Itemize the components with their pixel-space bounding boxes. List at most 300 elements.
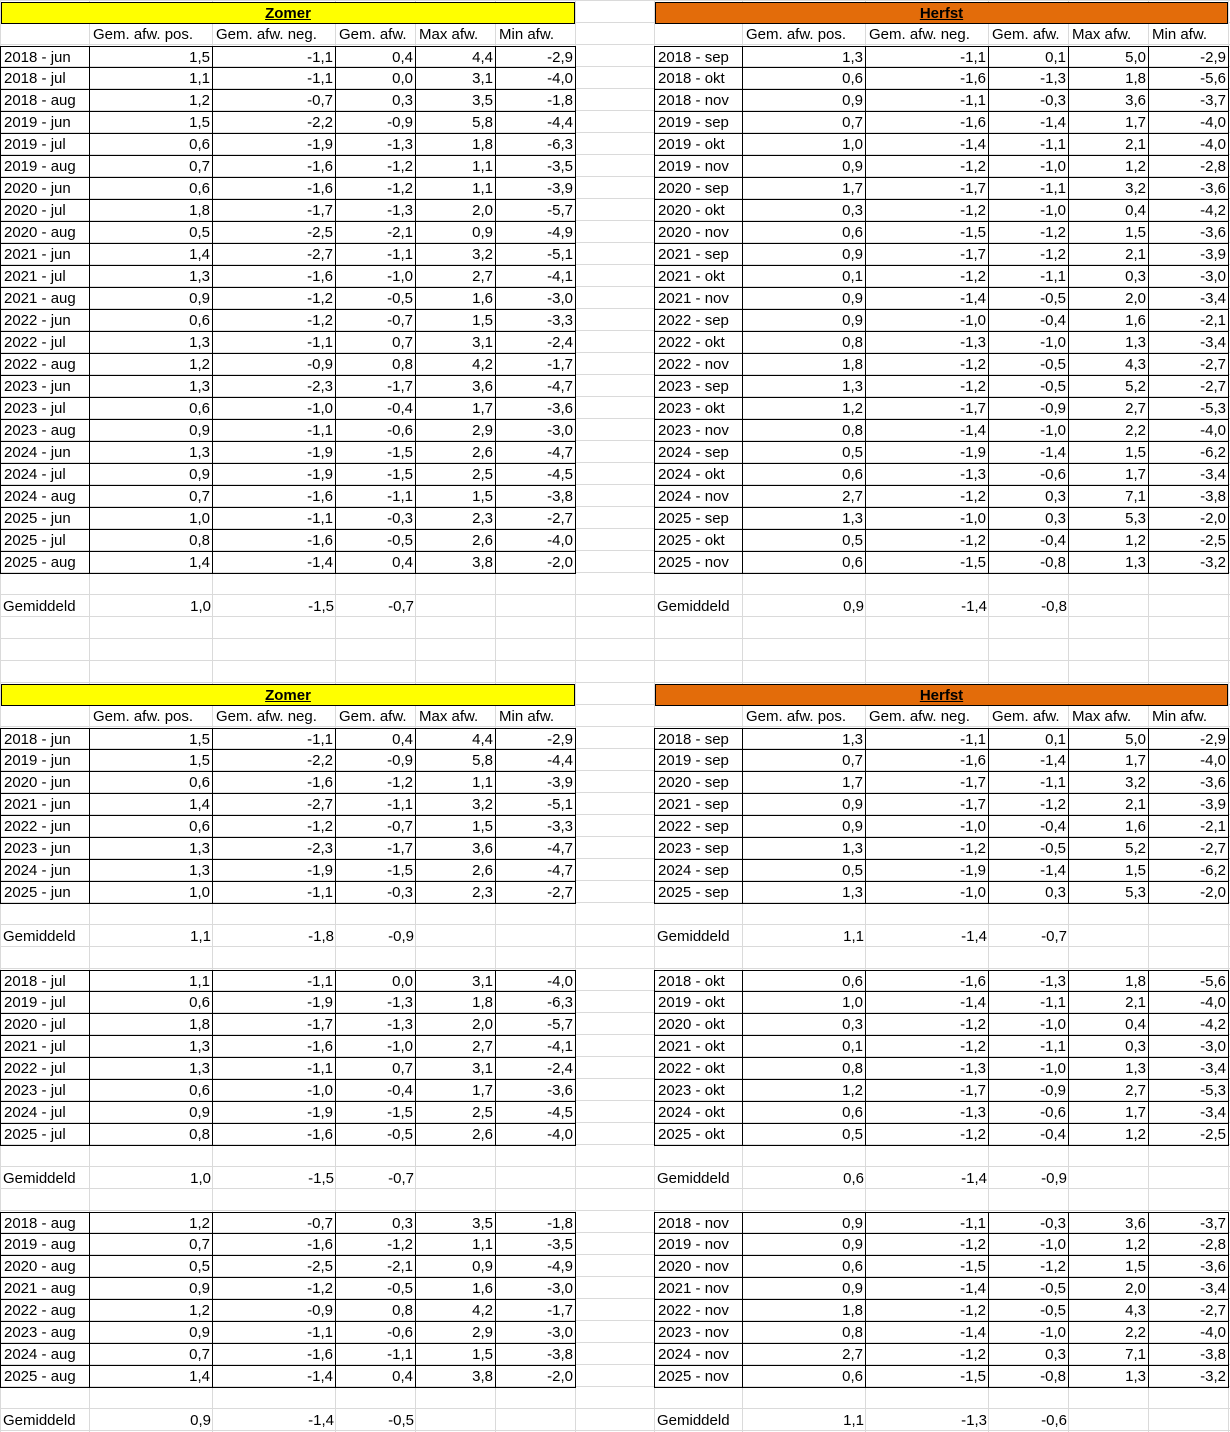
value-cell[interactable]: 0,3 — [743, 1014, 866, 1036]
value-cell[interactable]: 1,5 — [416, 310, 496, 332]
value-cell[interactable]: 0,7 — [743, 112, 866, 134]
value-cell[interactable]: 0,6 — [90, 1080, 213, 1102]
average-value[interactable]: -1,4 — [961, 1170, 987, 1187]
value-cell[interactable]: -2,5 — [1149, 1124, 1229, 1146]
value-cell[interactable]: -1,2 — [989, 244, 1069, 266]
value-cell[interactable]: 1,8 — [90, 200, 213, 222]
value-cell[interactable]: 0,5 — [743, 1124, 866, 1146]
value-cell[interactable]: -4,0 — [1149, 420, 1229, 442]
value-cell[interactable]: -0,3 — [336, 882, 416, 904]
period-cell[interactable]: 2020 - nov — [654, 1256, 743, 1278]
period-cell[interactable]: 2019 - jun — [0, 112, 90, 134]
value-cell[interactable]: 1,7 — [1069, 1102, 1149, 1124]
average-value[interactable]: -1,5 — [308, 598, 334, 615]
value-cell[interactable]: 4,3 — [1069, 354, 1149, 376]
value-cell[interactable]: -4,0 — [496, 1124, 576, 1146]
value-cell[interactable]: -0,4 — [336, 1080, 416, 1102]
column-header[interactable]: Gem. afw. — [992, 708, 1060, 725]
value-cell[interactable]: 2,7 — [1069, 398, 1149, 420]
value-cell[interactable]: -1,7 — [496, 1300, 576, 1322]
value-cell[interactable]: 0,6 — [743, 68, 866, 90]
value-cell[interactable]: -1,6 — [866, 970, 989, 992]
value-cell[interactable]: 2,2 — [1069, 1322, 1149, 1344]
period-cell[interactable]: 2018 - jul — [0, 970, 90, 992]
value-cell[interactable]: 1,2 — [1069, 1124, 1149, 1146]
value-cell[interactable]: 3,1 — [416, 970, 496, 992]
value-cell[interactable]: 2,9 — [416, 420, 496, 442]
value-cell[interactable]: 2,0 — [1069, 288, 1149, 310]
value-cell[interactable]: 5,3 — [1069, 508, 1149, 530]
average-label[interactable]: Gemiddeld — [3, 1170, 76, 1187]
period-cell[interactable]: 2023 - sep — [654, 376, 743, 398]
value-cell[interactable]: -1,5 — [336, 464, 416, 486]
value-cell[interactable]: -0,5 — [989, 376, 1069, 398]
value-cell[interactable]: 0,5 — [743, 530, 866, 552]
period-cell[interactable]: 2024 - nov — [654, 486, 743, 508]
value-cell[interactable]: 0,8 — [743, 420, 866, 442]
value-cell[interactable]: 0,1 — [989, 46, 1069, 68]
value-cell[interactable]: 1,4 — [90, 1366, 213, 1388]
value-cell[interactable]: -4,5 — [496, 464, 576, 486]
value-cell[interactable]: -2,9 — [1149, 728, 1229, 750]
value-cell[interactable]: -3,6 — [1149, 772, 1229, 794]
period-cell[interactable]: 2024 - aug — [0, 486, 90, 508]
period-cell[interactable]: 2025 - jul — [0, 530, 90, 552]
value-cell[interactable]: 1,3 — [90, 376, 213, 398]
period-cell[interactable]: 2024 - sep — [654, 860, 743, 882]
period-cell[interactable]: 2021 - okt — [654, 266, 743, 288]
value-cell[interactable]: -1,0 — [989, 200, 1069, 222]
value-cell[interactable]: -1,1 — [336, 486, 416, 508]
value-cell[interactable]: 0,9 — [90, 1322, 213, 1344]
value-cell[interactable]: -0,6 — [336, 1322, 416, 1344]
value-cell[interactable]: 0,3 — [336, 90, 416, 112]
period-cell[interactable]: 2025 - aug — [0, 1366, 90, 1388]
period-cell[interactable]: 2018 - jul — [0, 68, 90, 90]
period-cell[interactable]: 2021 - aug — [0, 288, 90, 310]
value-cell[interactable]: -0,4 — [989, 310, 1069, 332]
value-cell[interactable]: -2,5 — [213, 1256, 336, 1278]
value-cell[interactable]: -1,3 — [866, 464, 989, 486]
average-value[interactable]: -1,4 — [308, 1412, 334, 1429]
period-cell[interactable]: 2023 - okt — [654, 1080, 743, 1102]
column-header[interactable]: Gem. afw. pos. — [93, 26, 194, 43]
average-value[interactable]: -0,9 — [1041, 1170, 1067, 1187]
value-cell[interactable]: 0,6 — [743, 552, 866, 574]
value-cell[interactable]: 1,7 — [1069, 750, 1149, 772]
period-cell[interactable]: 2019 - nov — [654, 156, 743, 178]
value-cell[interactable]: -1,4 — [866, 1322, 989, 1344]
value-cell[interactable]: 0,8 — [743, 332, 866, 354]
value-cell[interactable]: -5,7 — [496, 1014, 576, 1036]
value-cell[interactable]: -4,0 — [1149, 134, 1229, 156]
period-cell[interactable]: 2022 - nov — [654, 354, 743, 376]
value-cell[interactable]: 0,9 — [743, 156, 866, 178]
value-cell[interactable]: 1,1 — [416, 772, 496, 794]
value-cell[interactable]: 1,3 — [743, 728, 866, 750]
value-cell[interactable]: 4,2 — [416, 354, 496, 376]
period-cell[interactable]: 2025 - jun — [0, 882, 90, 904]
value-cell[interactable]: -0,4 — [336, 398, 416, 420]
value-cell[interactable]: 0,6 — [90, 134, 213, 156]
period-cell[interactable]: 2024 - aug — [0, 1344, 90, 1366]
value-cell[interactable]: -1,1 — [213, 68, 336, 90]
value-cell[interactable]: -0,5 — [989, 288, 1069, 310]
average-value[interactable]: -0,9 — [388, 928, 414, 945]
value-cell[interactable]: 0,3 — [336, 1212, 416, 1234]
value-cell[interactable]: -1,6 — [213, 178, 336, 200]
period-cell[interactable]: 2025 - sep — [654, 882, 743, 904]
average-value[interactable]: -0,5 — [388, 1412, 414, 1429]
period-cell[interactable]: 2019 - jun — [0, 750, 90, 772]
value-cell[interactable]: -4,0 — [1149, 1322, 1229, 1344]
value-cell[interactable]: -3,6 — [496, 398, 576, 420]
value-cell[interactable]: 1,4 — [90, 794, 213, 816]
value-cell[interactable]: 1,0 — [90, 508, 213, 530]
value-cell[interactable]: -1,1 — [213, 420, 336, 442]
value-cell[interactable]: 1,1 — [90, 970, 213, 992]
value-cell[interactable]: 1,3 — [1069, 1366, 1149, 1388]
value-cell[interactable]: -0,7 — [213, 1212, 336, 1234]
period-cell[interactable]: 2024 - jun — [0, 860, 90, 882]
value-cell[interactable]: 1,5 — [416, 816, 496, 838]
value-cell[interactable]: -3,8 — [1149, 1344, 1229, 1366]
value-cell[interactable]: -2,2 — [213, 750, 336, 772]
value-cell[interactable]: -2,8 — [1149, 1234, 1229, 1256]
value-cell[interactable]: 0,4 — [336, 728, 416, 750]
value-cell[interactable]: 0,9 — [743, 310, 866, 332]
value-cell[interactable]: -1,6 — [866, 750, 989, 772]
value-cell[interactable]: 3,6 — [416, 376, 496, 398]
value-cell[interactable]: 1,3 — [90, 266, 213, 288]
value-cell[interactable]: -2,7 — [1149, 1300, 1229, 1322]
period-cell[interactable]: 2018 - sep — [654, 46, 743, 68]
value-cell[interactable]: 2,7 — [416, 266, 496, 288]
value-cell[interactable]: 0,5 — [743, 860, 866, 882]
value-cell[interactable]: -2,1 — [1149, 816, 1229, 838]
value-cell[interactable]: -6,3 — [496, 134, 576, 156]
value-cell[interactable]: -1,7 — [866, 398, 989, 420]
value-cell[interactable]: 2,7 — [1069, 1080, 1149, 1102]
value-cell[interactable]: -4,1 — [496, 266, 576, 288]
value-cell[interactable]: 3,1 — [416, 68, 496, 90]
value-cell[interactable]: 1,6 — [416, 288, 496, 310]
value-cell[interactable]: 0,4 — [336, 1366, 416, 1388]
value-cell[interactable]: -4,2 — [1149, 200, 1229, 222]
period-cell[interactable]: 2022 - jun — [0, 310, 90, 332]
value-cell[interactable]: 1,2 — [1069, 530, 1149, 552]
value-cell[interactable]: -2,2 — [213, 112, 336, 134]
value-cell[interactable]: 0,7 — [743, 750, 866, 772]
value-cell[interactable]: -2,7 — [496, 882, 576, 904]
value-cell[interactable]: -1,0 — [866, 882, 989, 904]
value-cell[interactable]: -3,4 — [1149, 1102, 1229, 1124]
value-cell[interactable]: 5,0 — [1069, 46, 1149, 68]
value-cell[interactable]: 5,0 — [1069, 728, 1149, 750]
value-cell[interactable]: -1,2 — [866, 486, 989, 508]
value-cell[interactable]: 1,3 — [90, 1058, 213, 1080]
value-cell[interactable]: 0,0 — [336, 68, 416, 90]
value-cell[interactable]: 1,3 — [90, 442, 213, 464]
period-cell[interactable]: 2020 - sep — [654, 178, 743, 200]
value-cell[interactable]: -1,0 — [989, 1014, 1069, 1036]
value-cell[interactable]: -0,9 — [989, 398, 1069, 420]
value-cell[interactable]: -1,4 — [866, 134, 989, 156]
value-cell[interactable]: -4,2 — [1149, 1014, 1229, 1036]
period-cell[interactable]: 2022 - aug — [0, 1300, 90, 1322]
value-cell[interactable]: -3,6 — [496, 1080, 576, 1102]
value-cell[interactable]: -1,9 — [866, 442, 989, 464]
value-cell[interactable]: -1,9 — [213, 860, 336, 882]
value-cell[interactable]: -1,7 — [866, 244, 989, 266]
value-cell[interactable]: -0,4 — [989, 530, 1069, 552]
value-cell[interactable]: -3,9 — [496, 178, 576, 200]
value-cell[interactable]: -4,4 — [496, 750, 576, 772]
average-label[interactable]: Gemiddeld — [3, 1412, 76, 1429]
value-cell[interactable]: -1,1 — [866, 728, 989, 750]
value-cell[interactable]: 1,3 — [90, 1036, 213, 1058]
value-cell[interactable]: 3,2 — [416, 244, 496, 266]
value-cell[interactable]: 0,6 — [743, 1256, 866, 1278]
value-cell[interactable]: 1,7 — [416, 1080, 496, 1102]
value-cell[interactable]: -1,2 — [866, 376, 989, 398]
value-cell[interactable]: 1,2 — [90, 354, 213, 376]
value-cell[interactable]: 0,9 — [416, 1256, 496, 1278]
value-cell[interactable]: 0,4 — [1069, 200, 1149, 222]
value-cell[interactable]: 1,2 — [90, 1300, 213, 1322]
value-cell[interactable]: 0,6 — [90, 816, 213, 838]
value-cell[interactable]: -4,0 — [1149, 750, 1229, 772]
value-cell[interactable]: -1,5 — [866, 1256, 989, 1278]
value-cell[interactable]: 2,6 — [416, 1124, 496, 1146]
column-header[interactable]: Min afw. — [499, 708, 555, 725]
value-cell[interactable]: -1,1 — [213, 1322, 336, 1344]
column-header[interactable]: Gem. afw. pos. — [93, 708, 194, 725]
value-cell[interactable]: 0,3 — [989, 882, 1069, 904]
value-cell[interactable]: 0,3 — [1069, 266, 1149, 288]
value-cell[interactable]: 0,3 — [1069, 1036, 1149, 1058]
value-cell[interactable]: -1,3 — [336, 992, 416, 1014]
column-header[interactable]: Min afw. — [1152, 708, 1208, 725]
value-cell[interactable]: 3,6 — [1069, 90, 1149, 112]
value-cell[interactable]: -1,2 — [866, 1234, 989, 1256]
value-cell[interactable]: -1,4 — [989, 112, 1069, 134]
value-cell[interactable]: -1,6 — [866, 68, 989, 90]
value-cell[interactable]: 0,6 — [743, 1102, 866, 1124]
value-cell[interactable]: 1,7 — [743, 772, 866, 794]
value-cell[interactable]: -1,2 — [866, 530, 989, 552]
value-cell[interactable]: 1,0 — [743, 992, 866, 1014]
value-cell[interactable]: 3,8 — [416, 552, 496, 574]
value-cell[interactable]: -3,4 — [1149, 464, 1229, 486]
period-cell[interactable]: 2025 - aug — [0, 552, 90, 574]
average-value[interactable]: -1,3 — [961, 1412, 987, 1429]
value-cell[interactable]: -2,0 — [1149, 508, 1229, 530]
value-cell[interactable]: 1,8 — [1069, 68, 1149, 90]
value-cell[interactable]: -3,9 — [1149, 794, 1229, 816]
value-cell[interactable]: 0,6 — [90, 772, 213, 794]
value-cell[interactable]: -0,5 — [989, 1300, 1069, 1322]
period-cell[interactable]: 2024 - jul — [0, 1102, 90, 1124]
value-cell[interactable]: -2,1 — [336, 222, 416, 244]
value-cell[interactable]: -4,0 — [496, 970, 576, 992]
value-cell[interactable]: -1,4 — [989, 860, 1069, 882]
value-cell[interactable]: -5,7 — [496, 200, 576, 222]
value-cell[interactable]: -6,2 — [1149, 860, 1229, 882]
period-cell[interactable]: 2022 - jun — [0, 816, 90, 838]
value-cell[interactable]: 5,2 — [1069, 376, 1149, 398]
value-cell[interactable]: 1,3 — [90, 838, 213, 860]
average-label[interactable]: Gemiddeld — [657, 1412, 730, 1429]
value-cell[interactable]: -1,3 — [866, 332, 989, 354]
value-cell[interactable]: -2,3 — [213, 376, 336, 398]
value-cell[interactable]: 0,7 — [90, 486, 213, 508]
value-cell[interactable]: -1,5 — [336, 1102, 416, 1124]
value-cell[interactable]: 2,7 — [743, 1344, 866, 1366]
value-cell[interactable]: -3,9 — [1149, 244, 1229, 266]
value-cell[interactable]: 0,6 — [743, 1366, 866, 1388]
value-cell[interactable]: -3,5 — [496, 1234, 576, 1256]
value-cell[interactable]: -1,2 — [866, 354, 989, 376]
value-cell[interactable]: -1,0 — [989, 332, 1069, 354]
value-cell[interactable]: -4,0 — [496, 68, 576, 90]
value-cell[interactable]: 0,4 — [336, 552, 416, 574]
value-cell[interactable]: -2,0 — [496, 552, 576, 574]
period-cell[interactable]: 2022 - jul — [0, 332, 90, 354]
value-cell[interactable]: 1,8 — [743, 354, 866, 376]
period-cell[interactable]: 2023 - nov — [654, 420, 743, 442]
value-cell[interactable]: -1,1 — [989, 1036, 1069, 1058]
value-cell[interactable]: -4,4 — [496, 112, 576, 134]
column-header[interactable]: Gem. afw. pos. — [746, 26, 847, 43]
value-cell[interactable]: -4,0 — [496, 530, 576, 552]
period-cell[interactable]: 2024 - okt — [654, 1102, 743, 1124]
value-cell[interactable]: 1,3 — [90, 860, 213, 882]
period-cell[interactable]: 2023 - okt — [654, 398, 743, 420]
value-cell[interactable]: -1,4 — [213, 1366, 336, 1388]
value-cell[interactable]: 3,6 — [1069, 1212, 1149, 1234]
average-value[interactable]: -0,8 — [1041, 598, 1067, 615]
value-cell[interactable]: -0,6 — [989, 464, 1069, 486]
value-cell[interactable]: -4,9 — [496, 1256, 576, 1278]
value-cell[interactable]: -1,6 — [213, 1036, 336, 1058]
value-cell[interactable]: 1,0 — [90, 882, 213, 904]
value-cell[interactable]: -1,1 — [989, 134, 1069, 156]
average-label[interactable]: Gemiddeld — [3, 928, 76, 945]
value-cell[interactable]: -3,8 — [496, 486, 576, 508]
value-cell[interactable]: -1,0 — [866, 310, 989, 332]
value-cell[interactable]: -1,5 — [336, 442, 416, 464]
value-cell[interactable]: -1,3 — [336, 134, 416, 156]
value-cell[interactable]: -0,5 — [336, 1278, 416, 1300]
value-cell[interactable]: 1,7 — [1069, 112, 1149, 134]
period-cell[interactable]: 2020 - jul — [0, 200, 90, 222]
value-cell[interactable]: -3,4 — [1149, 332, 1229, 354]
value-cell[interactable]: -1,2 — [866, 200, 989, 222]
period-cell[interactable]: 2018 - sep — [654, 728, 743, 750]
value-cell[interactable]: 1,2 — [743, 398, 866, 420]
value-cell[interactable]: -4,0 — [1149, 992, 1229, 1014]
period-cell[interactable]: 2019 - aug — [0, 1234, 90, 1256]
period-cell[interactable]: 2021 - jun — [0, 244, 90, 266]
value-cell[interactable]: 0,8 — [743, 1322, 866, 1344]
value-cell[interactable]: 4,4 — [416, 728, 496, 750]
value-cell[interactable]: -1,3 — [989, 970, 1069, 992]
value-cell[interactable]: -4,7 — [496, 838, 576, 860]
value-cell[interactable]: -2,9 — [496, 46, 576, 68]
period-cell[interactable]: 2021 - sep — [654, 244, 743, 266]
value-cell[interactable]: 2,0 — [416, 200, 496, 222]
value-cell[interactable]: 0,9 — [90, 1102, 213, 1124]
value-cell[interactable]: -1,1 — [213, 1058, 336, 1080]
value-cell[interactable]: 1,3 — [1069, 1058, 1149, 1080]
value-cell[interactable]: -1,9 — [213, 1102, 336, 1124]
value-cell[interactable]: -4,7 — [496, 860, 576, 882]
value-cell[interactable]: 1,2 — [1069, 156, 1149, 178]
value-cell[interactable]: -1,1 — [989, 772, 1069, 794]
average-value[interactable]: 0,6 — [843, 1170, 864, 1187]
value-cell[interactable]: -1,2 — [213, 310, 336, 332]
value-cell[interactable]: -4,9 — [496, 222, 576, 244]
column-header[interactable]: Gem. afw. neg. — [216, 26, 317, 43]
value-cell[interactable]: 1,4 — [90, 552, 213, 574]
value-cell[interactable]: 3,6 — [416, 838, 496, 860]
value-cell[interactable]: 2,7 — [743, 486, 866, 508]
value-cell[interactable]: -1,2 — [989, 222, 1069, 244]
value-cell[interactable]: 4,3 — [1069, 1300, 1149, 1322]
value-cell[interactable]: 0,7 — [90, 1344, 213, 1366]
value-cell[interactable]: -1,6 — [213, 266, 336, 288]
value-cell[interactable]: -5,1 — [496, 794, 576, 816]
period-cell[interactable]: 2019 - aug — [0, 156, 90, 178]
value-cell[interactable]: 1,3 — [90, 332, 213, 354]
value-cell[interactable]: 1,5 — [90, 728, 213, 750]
period-cell[interactable]: 2024 - jun — [0, 442, 90, 464]
value-cell[interactable]: -0,9 — [213, 354, 336, 376]
value-cell[interactable]: 1,1 — [416, 156, 496, 178]
value-cell[interactable]: -4,1 — [496, 1036, 576, 1058]
value-cell[interactable]: -1,0 — [866, 816, 989, 838]
value-cell[interactable]: 1,5 — [416, 1344, 496, 1366]
value-cell[interactable]: -3,0 — [496, 288, 576, 310]
average-value[interactable]: 1,1 — [843, 928, 864, 945]
value-cell[interactable]: -0,5 — [336, 288, 416, 310]
value-cell[interactable]: 3,2 — [1069, 772, 1149, 794]
value-cell[interactable]: 1,3 — [743, 882, 866, 904]
value-cell[interactable]: -1,5 — [866, 222, 989, 244]
value-cell[interactable]: 1,8 — [1069, 970, 1149, 992]
value-cell[interactable]: 0,1 — [743, 1036, 866, 1058]
value-cell[interactable]: -1,9 — [213, 464, 336, 486]
value-cell[interactable]: -1,2 — [866, 156, 989, 178]
value-cell[interactable]: 0,5 — [90, 222, 213, 244]
column-header[interactable]: Gem. afw. — [339, 26, 407, 43]
average-value[interactable]: -1,4 — [961, 928, 987, 945]
value-cell[interactable]: -1,1 — [213, 332, 336, 354]
value-cell[interactable]: 7,1 — [1069, 1344, 1149, 1366]
value-cell[interactable]: 1,5 — [416, 486, 496, 508]
value-cell[interactable]: -0,9 — [989, 1080, 1069, 1102]
period-cell[interactable]: 2025 - jul — [0, 1124, 90, 1146]
period-cell[interactable]: 2019 - okt — [654, 134, 743, 156]
value-cell[interactable]: -5,3 — [1149, 398, 1229, 420]
value-cell[interactable]: -3,8 — [1149, 486, 1229, 508]
column-header[interactable]: Min afw. — [499, 26, 555, 43]
value-cell[interactable]: -1,1 — [989, 178, 1069, 200]
period-cell[interactable]: 2024 - okt — [654, 464, 743, 486]
period-cell[interactable]: 2023 - jul — [0, 1080, 90, 1102]
average-value[interactable]: -1,5 — [308, 1170, 334, 1187]
